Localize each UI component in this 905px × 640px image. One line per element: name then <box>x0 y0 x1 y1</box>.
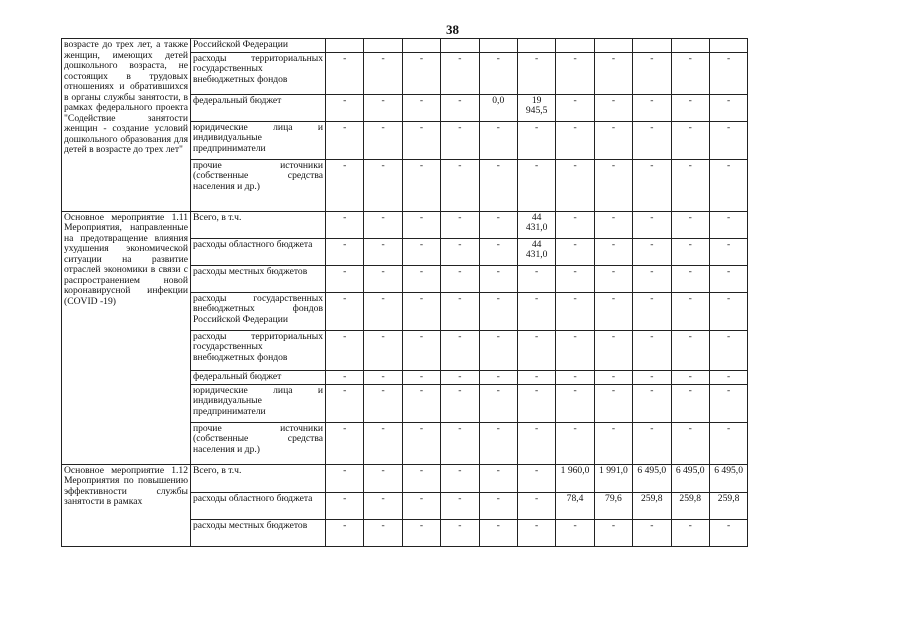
value-cell: - <box>364 211 402 238</box>
value-cell: - <box>326 211 364 238</box>
value-cell: - <box>671 52 709 94</box>
value-cell: - <box>441 370 479 384</box>
value-cell: - <box>594 159 632 211</box>
value-cell: - <box>479 519 517 546</box>
funding-source: расходы территориальных государственных внебюджетных фондов <box>191 330 326 370</box>
value-cell: 44 431,0 <box>517 211 555 238</box>
value-cell: - <box>671 384 709 422</box>
value-cell: - <box>364 330 402 370</box>
value-cell: - <box>594 292 632 330</box>
value-cell: - <box>364 464 402 492</box>
value-cell: 259,8 <box>709 492 747 519</box>
value-cell: - <box>364 492 402 519</box>
value-cell: - <box>402 330 440 370</box>
value-cell: - <box>402 94 440 121</box>
value-cell <box>594 39 632 53</box>
value-cell: - <box>517 330 555 370</box>
value-cell: - <box>479 330 517 370</box>
value-cell: - <box>326 52 364 94</box>
value-cell: - <box>479 238 517 265</box>
value-cell: - <box>556 370 594 384</box>
value-cell: - <box>709 519 747 546</box>
value-cell: - <box>441 519 479 546</box>
value-cell <box>402 39 440 53</box>
value-cell: - <box>671 519 709 546</box>
value-cell: - <box>364 519 402 546</box>
value-cell: - <box>633 159 671 211</box>
value-cell: - <box>326 292 364 330</box>
value-cell: - <box>556 422 594 464</box>
funding-source: расходы областного бюджета <box>191 492 326 519</box>
value-cell <box>441 39 479 53</box>
funding-source: расходы местных бюджетов <box>191 265 326 292</box>
value-cell: - <box>364 238 402 265</box>
value-cell: - <box>479 384 517 422</box>
value-cell: - <box>594 422 632 464</box>
funding-source: расходы государственных внебюджетных фондов Российской Федерации <box>191 292 326 330</box>
value-cell: 0,0 <box>479 94 517 121</box>
value-cell: 44 431,0 <box>517 238 555 265</box>
value-cell: - <box>441 121 479 159</box>
value-cell: - <box>402 464 440 492</box>
value-cell: - <box>709 121 747 159</box>
value-cell: - <box>671 330 709 370</box>
value-cell: - <box>671 94 709 121</box>
value-cell: - <box>326 238 364 265</box>
value-cell: - <box>594 52 632 94</box>
value-cell: - <box>364 384 402 422</box>
funding-source: федеральный бюджет <box>191 94 326 121</box>
funding-source: Российской Федерации <box>191 39 326 53</box>
value-cell: - <box>364 292 402 330</box>
value-cell: - <box>479 265 517 292</box>
value-cell: - <box>556 238 594 265</box>
value-cell: - <box>517 464 555 492</box>
value-cell: - <box>556 292 594 330</box>
value-cell: - <box>709 370 747 384</box>
value-cell: - <box>441 238 479 265</box>
value-cell <box>326 39 364 53</box>
value-cell: - <box>633 330 671 370</box>
page-number: 38 <box>446 22 459 37</box>
value-cell <box>517 39 555 53</box>
funding-source: расходы территориальных государственных внебюджетных фондов <box>191 52 326 94</box>
value-cell: - <box>594 265 632 292</box>
value-cell: - <box>441 330 479 370</box>
value-cell: - <box>594 94 632 121</box>
value-cell: - <box>517 265 555 292</box>
value-cell: 259,8 <box>671 492 709 519</box>
funding-source: юридические лица и индивидуальные предприниматели <box>191 384 326 422</box>
value-cell: - <box>709 238 747 265</box>
value-cell: - <box>709 94 747 121</box>
value-cell: - <box>671 422 709 464</box>
value-cell: - <box>479 292 517 330</box>
value-cell: - <box>556 330 594 370</box>
value-cell: - <box>671 238 709 265</box>
value-cell: - <box>556 384 594 422</box>
value-cell: - <box>479 211 517 238</box>
value-cell: - <box>364 52 402 94</box>
value-cell: 1 960,0 <box>556 464 594 492</box>
value-cell: - <box>479 492 517 519</box>
value-cell: - <box>402 121 440 159</box>
value-cell: - <box>402 384 440 422</box>
value-cell: 19 945,5 <box>517 94 555 121</box>
value-cell: - <box>556 121 594 159</box>
measure-description: возрасте до трех лет, а также женщин, имеющих детей дошкольного возраста, не состоящих в трудовых отношениях и обратившихся в органы службы занятости, в рамках федерального проекта "Содействие занятости женщин - создание условий дошкольного образования для детей в возрасте до трех лет" <box>62 39 191 212</box>
value-cell: - <box>402 370 440 384</box>
value-cell: - <box>556 265 594 292</box>
value-cell: - <box>633 211 671 238</box>
value-cell <box>556 39 594 53</box>
value-cell: - <box>326 265 364 292</box>
value-cell: - <box>633 422 671 464</box>
value-cell: - <box>517 384 555 422</box>
value-cell: - <box>441 292 479 330</box>
funding-source: прочие источники (собственные средства населения и др.) <box>191 159 326 211</box>
value-cell: - <box>326 159 364 211</box>
value-cell: - <box>441 464 479 492</box>
value-cell: - <box>441 265 479 292</box>
value-cell: - <box>594 519 632 546</box>
value-cell: - <box>402 52 440 94</box>
value-cell <box>671 39 709 53</box>
budget-table-body <box>62 39 748 547</box>
value-cell: - <box>364 121 402 159</box>
value-cell: - <box>441 94 479 121</box>
value-cell: - <box>671 121 709 159</box>
value-cell: - <box>709 265 747 292</box>
funding-source: федеральный бюджет <box>191 370 326 384</box>
value-cell: - <box>671 265 709 292</box>
value-cell: - <box>709 330 747 370</box>
measure-description: Основное мероприятие 1.12 Мероприятия по повышению эффективности службы занятости в рамках <box>62 464 191 546</box>
value-cell: - <box>364 422 402 464</box>
value-cell: 79,6 <box>594 492 632 519</box>
value-cell: - <box>479 370 517 384</box>
table-row <box>62 464 748 492</box>
value-cell: - <box>594 370 632 384</box>
value-cell: 259,8 <box>633 492 671 519</box>
value-cell: - <box>709 422 747 464</box>
value-cell: - <box>671 159 709 211</box>
value-cell: - <box>441 159 479 211</box>
value-cell: - <box>709 52 747 94</box>
value-cell: - <box>326 121 364 159</box>
value-cell: - <box>556 94 594 121</box>
funding-source: расходы местных бюджетов <box>191 519 326 546</box>
value-cell: - <box>709 292 747 330</box>
funding-source: Всего, в т.ч. <box>191 464 326 492</box>
value-cell: - <box>479 159 517 211</box>
value-cell: - <box>402 519 440 546</box>
value-cell: - <box>364 370 402 384</box>
value-cell: - <box>671 370 709 384</box>
value-cell: 78,4 <box>556 492 594 519</box>
value-cell: - <box>479 464 517 492</box>
value-cell: 6 495,0 <box>709 464 747 492</box>
value-cell: - <box>517 422 555 464</box>
value-cell: - <box>517 121 555 159</box>
value-cell: - <box>633 292 671 330</box>
value-cell: - <box>671 292 709 330</box>
funding-source: юридические лица и индивидуальные предприниматели <box>191 121 326 159</box>
value-cell: - <box>671 211 709 238</box>
value-cell: - <box>709 384 747 422</box>
value-cell: - <box>633 384 671 422</box>
value-cell: - <box>326 330 364 370</box>
value-cell: - <box>556 52 594 94</box>
value-cell: - <box>326 384 364 422</box>
value-cell: 6 495,0 <box>633 464 671 492</box>
funding-source: Всего, в т.ч. <box>191 211 326 238</box>
value-cell: - <box>556 211 594 238</box>
value-cell <box>709 39 747 53</box>
value-cell: - <box>441 422 479 464</box>
value-cell: - <box>479 422 517 464</box>
value-cell: - <box>326 370 364 384</box>
value-cell: - <box>594 121 632 159</box>
value-cell: - <box>633 52 671 94</box>
measure-description: Основное мероприятие 1.11 Мероприятия, направленные на предотвращение влияния ухудшения экономической ситуации на развитие отраслей экономики в связи с распространением новой коронавирусной инфекции (COVID -19) <box>62 211 191 464</box>
value-cell: - <box>326 464 364 492</box>
value-cell: - <box>364 94 402 121</box>
table-row <box>62 39 748 53</box>
value-cell: - <box>402 422 440 464</box>
value-cell: - <box>556 519 594 546</box>
value-cell: - <box>517 492 555 519</box>
value-cell <box>479 39 517 53</box>
funding-source: прочие источники (собственные средства населения и др.) <box>191 422 326 464</box>
table-row <box>62 211 748 238</box>
budget-table <box>61 38 748 547</box>
value-cell: - <box>441 384 479 422</box>
value-cell: 6 495,0 <box>671 464 709 492</box>
value-cell: - <box>633 265 671 292</box>
value-cell: - <box>517 52 555 94</box>
value-cell: - <box>633 370 671 384</box>
value-cell: - <box>402 492 440 519</box>
value-cell: - <box>594 330 632 370</box>
value-cell: - <box>402 238 440 265</box>
value-cell: - <box>326 519 364 546</box>
value-cell: - <box>594 384 632 422</box>
value-cell: - <box>517 519 555 546</box>
funding-source: расходы областного бюджета <box>191 238 326 265</box>
value-cell: - <box>633 121 671 159</box>
value-cell: - <box>517 370 555 384</box>
value-cell: - <box>441 52 479 94</box>
value-cell: - <box>517 159 555 211</box>
value-cell: - <box>326 94 364 121</box>
value-cell: - <box>594 238 632 265</box>
value-cell: - <box>479 52 517 94</box>
value-cell: - <box>594 211 632 238</box>
value-cell: - <box>633 94 671 121</box>
value-cell: - <box>633 519 671 546</box>
value-cell: - <box>364 265 402 292</box>
value-cell: - <box>441 492 479 519</box>
value-cell: - <box>556 159 594 211</box>
value-cell: - <box>441 211 479 238</box>
value-cell: - <box>364 159 402 211</box>
value-cell: - <box>402 159 440 211</box>
value-cell: - <box>517 292 555 330</box>
value-cell: - <box>709 159 747 211</box>
value-cell: - <box>479 121 517 159</box>
value-cell: - <box>402 211 440 238</box>
value-cell: - <box>402 265 440 292</box>
value-cell: - <box>326 422 364 464</box>
value-cell <box>633 39 671 53</box>
value-cell: - <box>326 492 364 519</box>
value-cell: - <box>633 238 671 265</box>
value-cell <box>364 39 402 53</box>
value-cell: - <box>402 292 440 330</box>
value-cell: - <box>709 211 747 238</box>
value-cell: 1 991,0 <box>594 464 632 492</box>
